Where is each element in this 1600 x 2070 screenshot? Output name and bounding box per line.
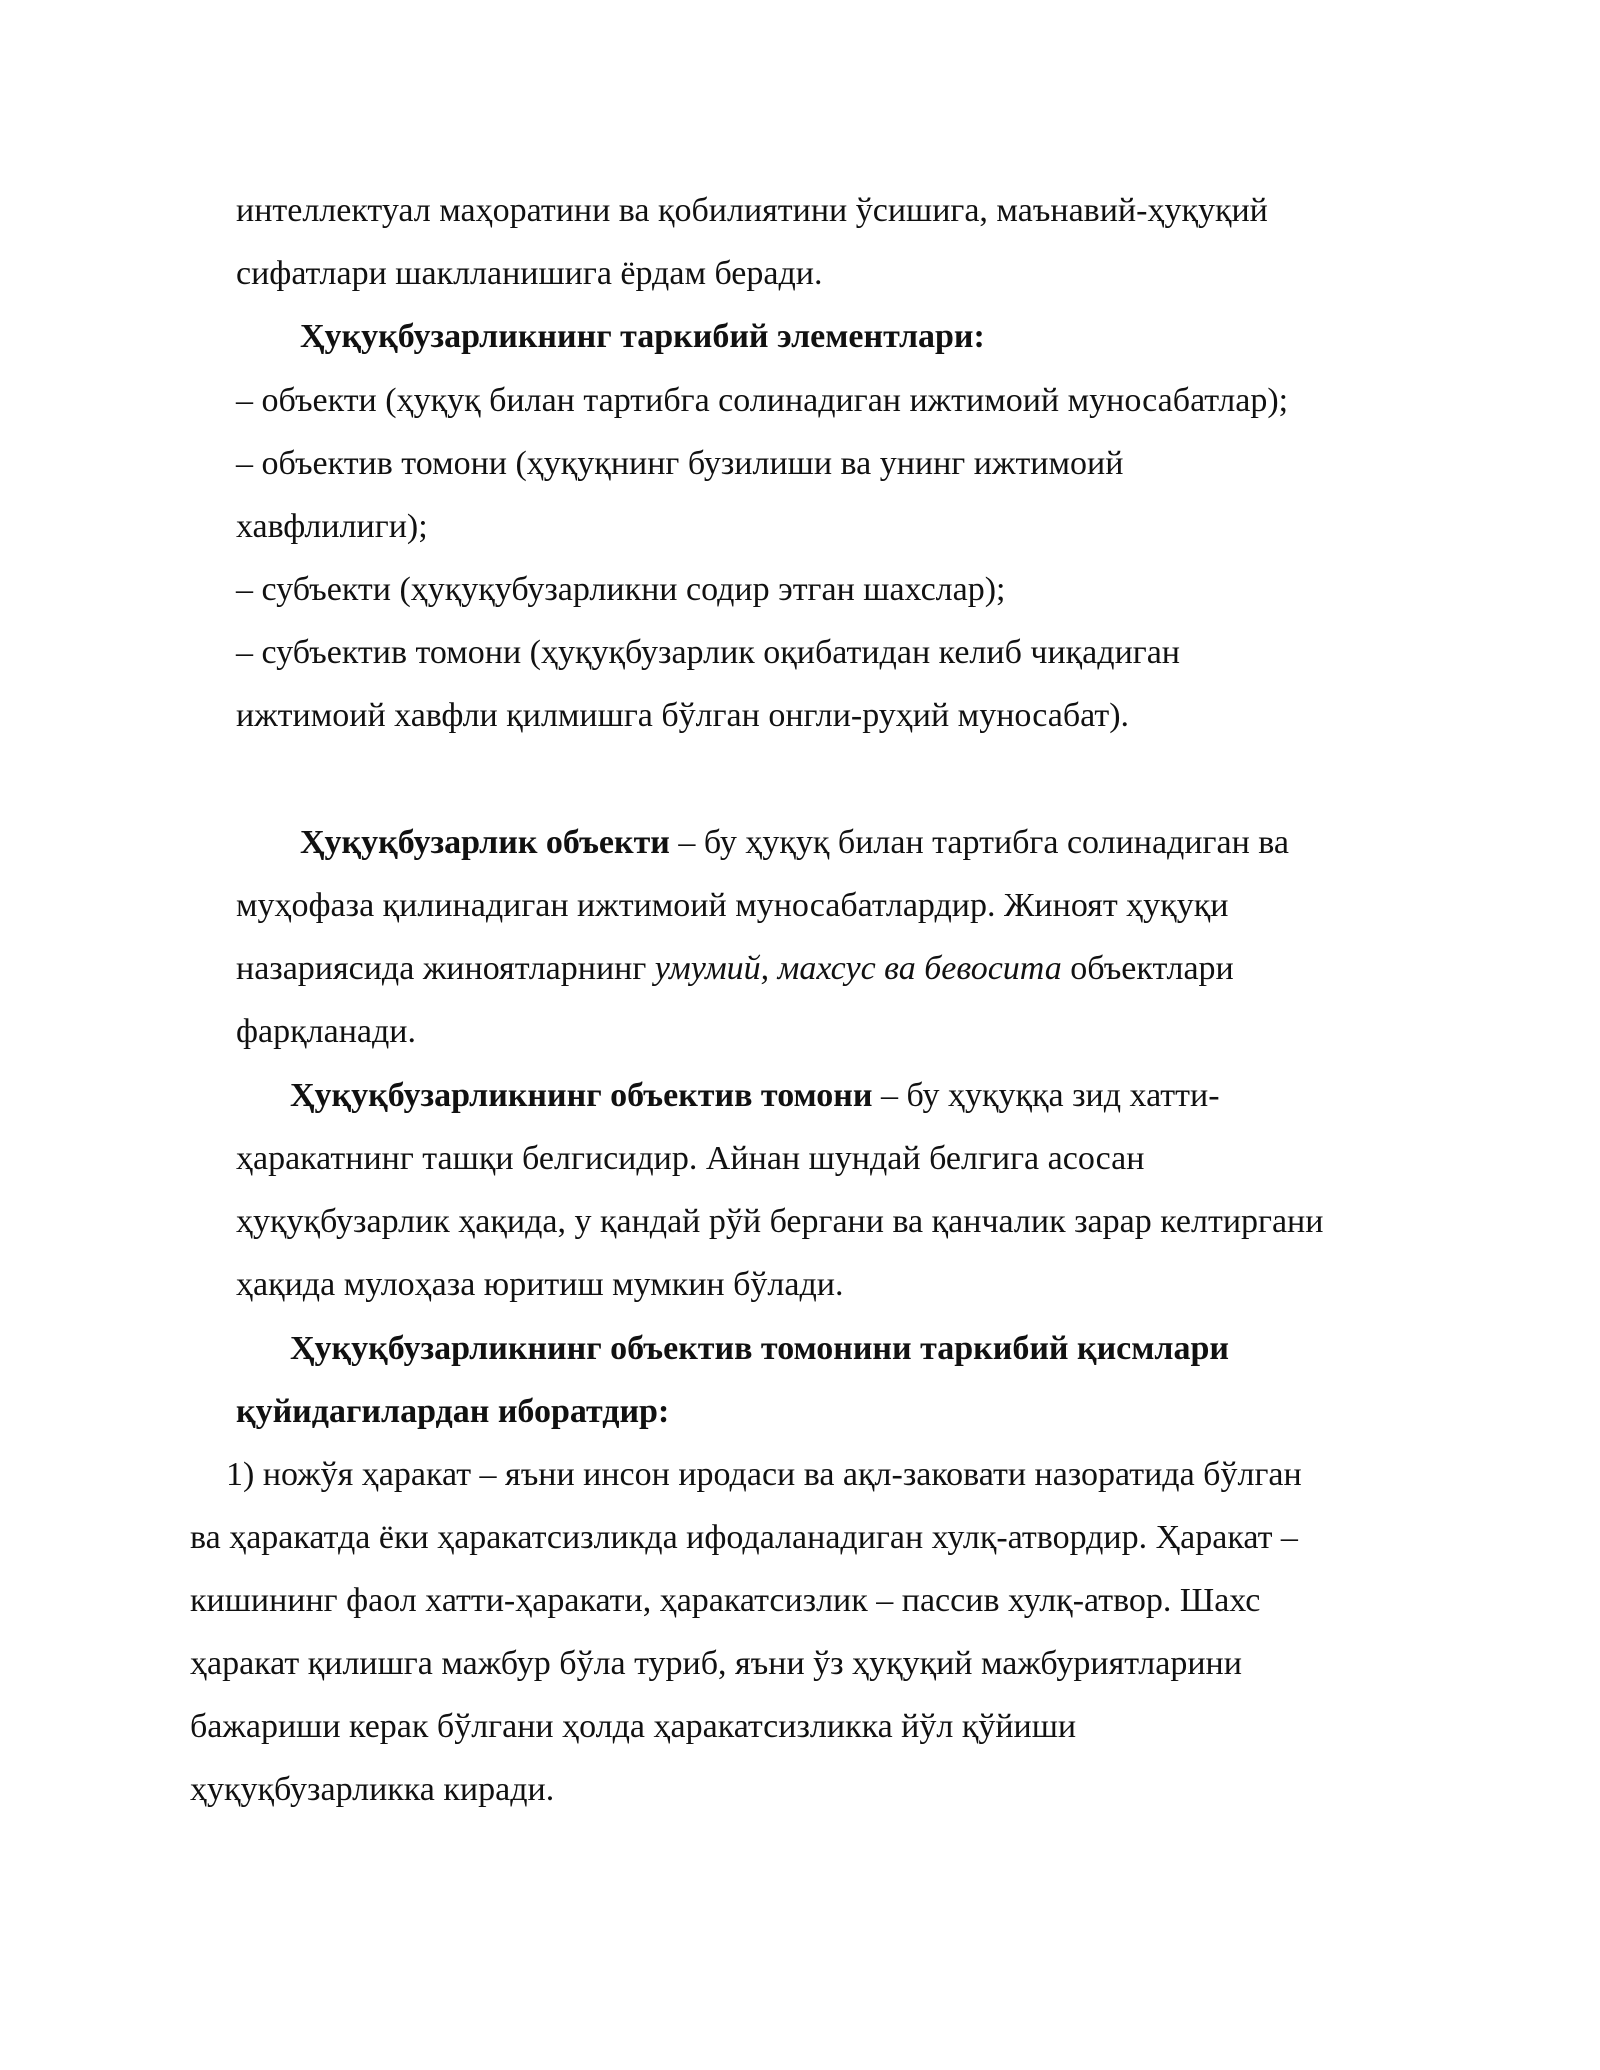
object-term: Ҳуқуқбузарлик объекти xyxy=(300,824,670,861)
elements-item-subjective-side-cont: ижтимоий хавфли қилмишга бўлган онгли-руҳий муносабат). xyxy=(236,697,1130,734)
object-paragraph-line-3 xyxy=(236,949,1234,989)
objective-side-line-2: ҳаракатнинг ташқи белгисидир. Айнан шундай белгига асосан xyxy=(236,1140,1145,1177)
components-paragraph-line-5: бажариши керак бўлгани ҳолда ҳаракатсизликка йўл қўйиши xyxy=(190,1708,1077,1745)
object-types-italic: умумий, махсус ва бевосита xyxy=(654,950,1062,987)
components-paragraph-line-3: кишининг фаол хатти-ҳаракати, ҳаракатсизлик – пассив хулқ-атвор. Шахс xyxy=(190,1582,1261,1619)
elements-heading: Ҳуқуқбузарликнинг таркибий элементлари: xyxy=(300,318,985,355)
object-line-3-post: объектлари xyxy=(1061,950,1234,987)
object-paragraph-line-2: муҳофаза қилинадиган ижтимоий муносабатлардир. Жиноят ҳуқуқи xyxy=(236,887,1229,924)
intro-line-2: сифатлари шаклланишига ёрдам беради. xyxy=(236,255,823,292)
elements-item-subject: – субъекти (ҳуқуқубузарликни содир этган шахслар); xyxy=(236,571,1006,608)
object-paragraph-line-4: фарқланади. xyxy=(236,1013,416,1050)
objective-side-line-1 xyxy=(290,1076,1220,1116)
objective-side-term: Ҳуқуқбузарликнинг объектив томони xyxy=(290,1077,873,1114)
elements-item-object: – объекти (ҳуқуқ билан тартибга солинадиган ижтимоий муносабатлар); xyxy=(236,382,1289,419)
objective-side-line-1-text: – бу ҳуқуққа зид хатти- xyxy=(872,1077,1220,1114)
object-line-3-pre: назариясида жиноятларнинг xyxy=(236,950,655,987)
objective-side-line-3: ҳуқуқбузарлик ҳақида, у қандай рўй бергани ва қанчалик зарар келтиргани xyxy=(236,1203,1324,1240)
components-heading-line-2: қуйидагилардан иборатдир: xyxy=(236,1393,670,1430)
elements-item-subjective-side: – субъектив томони (ҳуқуқбузарлик оқибатидан келиб чиқадиган xyxy=(236,634,1180,671)
objective-side-line-4: ҳақида мулоҳаза юритиш мумкин бўлади. xyxy=(236,1266,844,1303)
object-paragraph-line-1 xyxy=(300,823,1289,863)
object-line-1-text: – бу ҳуқуқ билан тартибга солинадиган ва xyxy=(669,824,1289,861)
components-paragraph-line-4: ҳаракат қилишга мажбур бўла туриб, яъни ўз ҳуқуқий мажбуриятларини xyxy=(190,1645,1242,1682)
components-paragraph-line-2: ва ҳаракатда ёки ҳаракатсизликда ифодаланадиган хулқ-атвордир. Ҳаракат – xyxy=(190,1519,1298,1556)
elements-item-objective-side: – объектив томони (ҳуқуқнинг бузилиши ва унинг ижтимоий xyxy=(236,445,1124,482)
intro-line-1: интеллектуал маҳоратини ва қобилиятини ўсишига, маънавий-ҳуқуқий xyxy=(236,192,1268,229)
components-paragraph-line-1: 1) ножўя ҳаракат – яъни инсон иродаси ва ақл-заковати назоратида бўлган xyxy=(226,1456,1302,1493)
components-paragraph-line-6: ҳуқуқбузарликка киради. xyxy=(190,1771,555,1808)
elements-item-objective-side-cont: хавфлилиги); xyxy=(236,508,428,545)
components-heading-line-1: Ҳуқуқбузарликнинг объектив томонини таркибий қисмлари xyxy=(290,1330,1230,1367)
